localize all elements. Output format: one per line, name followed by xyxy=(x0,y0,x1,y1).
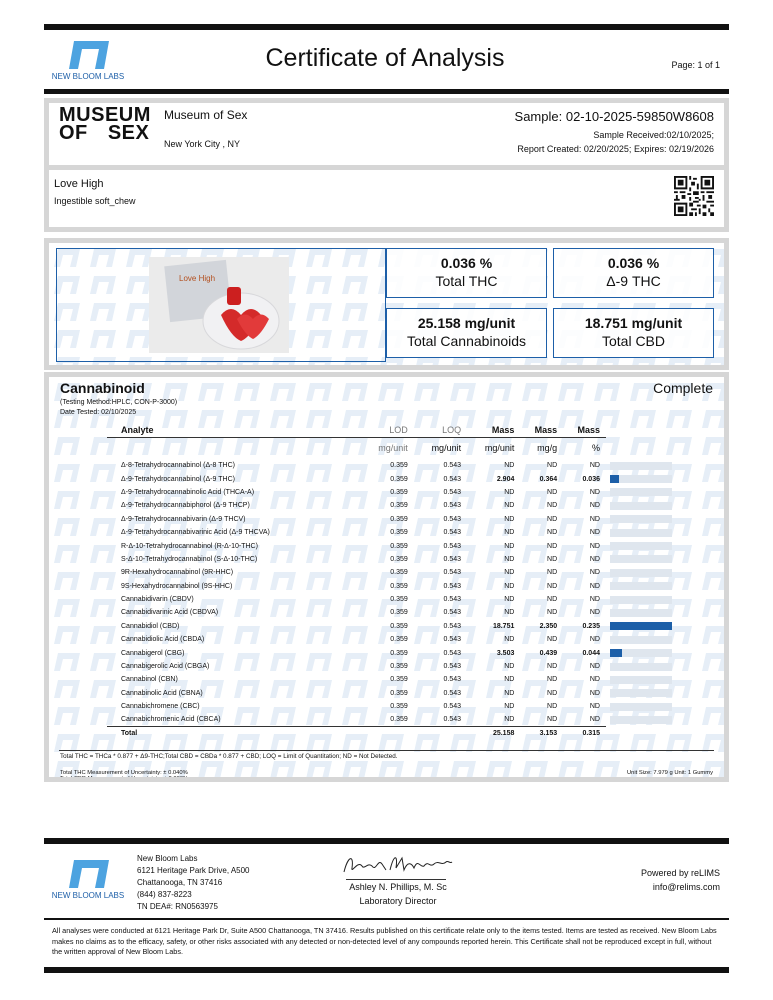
total-cbd-card xyxy=(553,308,714,358)
unit-mass-pct: % xyxy=(591,443,600,454)
unit-loq: mg/unit xyxy=(431,443,462,454)
total-mass-mg-g: 3.153 xyxy=(520,727,563,740)
footer-rule-middle xyxy=(44,918,729,920)
testing-method: (Testing Method:HPLC, CON-P-3000) xyxy=(60,399,178,406)
signer-name: Ashley N. Phillips, M. Sc xyxy=(349,882,447,892)
concentration-bar-track xyxy=(610,488,672,496)
lab-phone: (844) 837-8223 xyxy=(137,890,192,899)
footer-rule-top xyxy=(44,838,729,844)
mass-mg-unit-value: ND xyxy=(504,555,515,563)
lod-value: 0.359 xyxy=(390,529,408,537)
contact-email-link[interactable]: info@relims.com xyxy=(652,882,720,892)
table-row xyxy=(107,713,672,726)
summary-panel xyxy=(44,238,729,370)
lod-value: 0.359 xyxy=(390,555,408,563)
lab-address-line2: Chattanooga, TN 37416 xyxy=(137,878,223,887)
unit-mass-mg-g: mg/g xyxy=(537,443,558,454)
concentration-bar-cell xyxy=(606,633,672,646)
lod-value: 0.359 xyxy=(390,689,408,697)
cannabinoid-table xyxy=(107,424,672,740)
column-header-mass-mg-unit: Mass xyxy=(467,424,520,437)
table-row xyxy=(107,539,672,552)
lod-value: 0.359 xyxy=(390,462,408,470)
analyte-name: Cannabichromene (CBC) xyxy=(121,703,200,711)
lod-value: 0.359 xyxy=(390,502,408,510)
mass-pct-value: ND xyxy=(589,716,600,724)
loq-value: 0.543 xyxy=(443,676,462,684)
concentration-bar-cell xyxy=(606,687,672,700)
column-header-mass-pct: Mass xyxy=(563,424,606,437)
mass-pct-value: ND xyxy=(589,582,600,590)
header-rule xyxy=(44,89,729,94)
lod-value: 0.359 xyxy=(390,676,408,684)
concentration-bar-cell xyxy=(606,566,672,579)
mass-pct-value: 0.235 xyxy=(582,622,600,630)
loq-value: 0.543 xyxy=(443,649,462,657)
mass-mg-g-value: ND xyxy=(547,609,558,617)
concentration-bar-track xyxy=(610,582,672,590)
mass-mg-g-value: ND xyxy=(547,569,558,577)
concentration-bar-track xyxy=(610,663,672,671)
concentration-bar-cell xyxy=(606,673,672,686)
analyte-name: R-Δ-10-Tetrahydrocannabinol (R-Δ-10-THC) xyxy=(121,542,258,550)
concentration-bar-track xyxy=(610,676,672,684)
client-logo xyxy=(59,106,151,142)
total-cannabinoids-label: Total Cannabinoids xyxy=(406,333,527,349)
table-row xyxy=(107,606,672,619)
disclaimer-text: All analyses were conducted at 6121 Heritage Park Dr, Suite A500 Chattanooga, TN 37416. Results published on this certificate relate only to the items tested. Items are tested as received. New Bloom Labs makes no claims as to the efficacy, safety, or other risks associated with any detected or non-detected level of any compounds reported herein. This Certificate shall not be reproduced except in full, without the written approval of New Bloom Labs. xyxy=(52,926,717,956)
product-type: Ingestible soft_chew xyxy=(54,196,136,206)
lod-value: 0.359 xyxy=(390,663,408,671)
mass-pct-value: ND xyxy=(589,676,600,684)
concentration-bar-track xyxy=(610,703,672,711)
delta9-thc-value: 0.036 % xyxy=(607,255,660,271)
concentration-bar-cell xyxy=(606,459,672,472)
concentration-bar-track xyxy=(610,529,672,537)
column-header-loq: LOQ xyxy=(414,424,467,437)
loq-value: 0.543 xyxy=(443,475,462,483)
total-thc-value: 0.036 % xyxy=(440,255,493,271)
thc-uncertainty: Total THC Measurement of Uncertainty: ± 0.040% xyxy=(60,770,188,776)
units-row xyxy=(107,437,672,459)
mass-mg-unit-value: 2.904 xyxy=(496,475,515,483)
mass-pct-value: ND xyxy=(589,703,600,711)
loq-value: 0.543 xyxy=(443,689,462,697)
mass-pct-value: ND xyxy=(589,488,600,496)
client-logo-line2: OF SEX xyxy=(59,122,150,144)
table-row xyxy=(107,580,672,593)
concentration-bar-cell xyxy=(606,553,672,566)
loq-value: 0.543 xyxy=(443,542,462,550)
table-row xyxy=(107,472,672,485)
total-cannabinoids-card xyxy=(386,308,547,358)
analyte-name: Δ-9-Tetrahydrocannabivarinic Acid (Δ-9 THCVA) xyxy=(121,529,270,537)
concentration-bar-track xyxy=(610,502,672,510)
total-cbd-label: Total CBD xyxy=(601,333,666,349)
unit-size: Unit Size: 7.979 g Unit: 1 Gummy xyxy=(626,770,713,776)
mass-mg-g-value: ND xyxy=(547,582,558,590)
concentration-bar-cell xyxy=(606,499,672,512)
sample-id: Sample: 02-10-2025-59850W8608 xyxy=(514,109,714,124)
total-cbd-value: 18.751 mg/unit xyxy=(584,315,683,331)
table-row xyxy=(107,513,672,526)
loq-value: 0.543 xyxy=(443,555,462,563)
column-header-mass-mg-g: Mass xyxy=(520,424,563,437)
concentration-bar-cell xyxy=(606,472,672,485)
concentration-bar-fill xyxy=(610,649,622,657)
concentration-bar-cell xyxy=(606,646,672,659)
document-title: Certificate of Analysis xyxy=(265,44,505,72)
table-row xyxy=(107,700,672,713)
lod-value: 0.359 xyxy=(390,515,408,523)
mass-mg-g-value: ND xyxy=(547,488,558,496)
lab-logo-icon xyxy=(65,39,111,69)
product-panel xyxy=(44,170,729,232)
sample-received: Sample Received:02/10/2025; xyxy=(593,130,714,140)
analyte-name: S-Δ-10-Tetrahydrocannabinol (S-Δ-10-THC) xyxy=(121,555,258,563)
table-row xyxy=(107,459,672,472)
lod-value: 0.359 xyxy=(390,716,408,724)
loq-value: 0.543 xyxy=(443,488,462,496)
total-thc-label: Total THC xyxy=(435,273,498,289)
product-name: Love High xyxy=(54,178,104,190)
lod-value: 0.359 xyxy=(390,703,408,711)
concentration-bar-cell xyxy=(606,486,672,499)
table-row xyxy=(107,646,672,659)
cannabinoid-results-panel xyxy=(44,372,729,782)
mass-pct-value: ND xyxy=(589,542,600,550)
total-cannabinoids-value: 25.158 mg/unit xyxy=(417,315,516,331)
mass-pct-value: 0.036 xyxy=(582,475,600,483)
table-row xyxy=(107,673,672,686)
loq-value: 0.543 xyxy=(443,569,462,577)
total-mass-pct: 0.315 xyxy=(563,727,606,740)
mass-mg-unit-value: ND xyxy=(504,703,515,711)
mass-mg-g-value: 2.350 xyxy=(539,622,558,630)
table-row xyxy=(107,553,672,566)
concentration-bar-cell xyxy=(606,620,672,633)
loq-value: 0.543 xyxy=(443,636,462,644)
concentration-bar-track xyxy=(610,555,672,563)
powered-by: Powered by reLIMS xyxy=(640,868,720,878)
mass-mg-unit-value: ND xyxy=(504,676,515,684)
mass-mg-unit-value: 18.751 xyxy=(492,622,515,630)
concentration-bar-track xyxy=(610,636,672,644)
mass-pct-value: ND xyxy=(589,609,600,617)
concentration-bar-cell xyxy=(606,606,672,619)
analyte-name: Δ-9-Tetrahydrocannabiphorol (Δ-9 THCP) xyxy=(121,502,250,510)
mass-pct-value: ND xyxy=(589,502,600,510)
mass-mg-unit-value: 3.503 xyxy=(496,649,515,657)
analyte-name: Cannabinolic Acid (CBNA) xyxy=(121,689,203,697)
mass-pct-value: ND xyxy=(589,596,600,604)
analyte-name: Cannabigerol (CBG) xyxy=(121,649,185,657)
analyte-name: Δ-9-Tetrahydrocannabinolic Acid (THCA-A) xyxy=(121,488,255,496)
footer-lab-logo xyxy=(50,858,126,900)
table-row xyxy=(107,633,672,646)
loq-value: 0.543 xyxy=(443,622,462,630)
mass-pct-value: ND xyxy=(589,636,600,644)
mass-mg-unit-value: ND xyxy=(504,542,515,550)
concentration-bar-track xyxy=(610,649,672,657)
delta9-thc-card xyxy=(553,248,714,298)
mass-pct-value: ND xyxy=(589,569,600,577)
concentration-bar-fill xyxy=(610,622,672,630)
column-header-lod: LOD xyxy=(360,424,413,437)
mass-mg-g-value: ND xyxy=(547,555,558,563)
mass-pct-value: 0.044 xyxy=(582,649,600,657)
mass-mg-unit-value: ND xyxy=(504,515,515,523)
client-name: Museum of Sex xyxy=(164,108,248,122)
loq-value: 0.543 xyxy=(443,582,462,590)
mass-mg-unit-value: ND xyxy=(504,502,515,510)
mass-mg-unit-value: ND xyxy=(504,689,515,697)
mass-mg-unit-value: ND xyxy=(504,529,515,537)
page-number: Page: 1 of 1 xyxy=(671,60,720,70)
concentration-bar-cell xyxy=(606,713,672,726)
footer-rule-bottom xyxy=(44,967,729,973)
mass-pct-value: ND xyxy=(589,529,600,537)
delta9-thc-label: Δ-9 THC xyxy=(606,273,661,289)
handwritten-signature xyxy=(338,850,458,878)
analyte-name: Cannabigerolic Acid (CBGA) xyxy=(121,663,210,671)
lab-dea-number: TN DEA#: RN0563975 xyxy=(137,902,218,911)
mass-mg-g-value: ND xyxy=(547,502,558,510)
concentration-bar-cell xyxy=(606,660,672,673)
total-thc-card xyxy=(386,248,547,298)
concentration-bar-fill xyxy=(610,475,619,483)
footer-lab-logo-text: NEW BLOOM LABS xyxy=(51,891,125,900)
lod-value: 0.359 xyxy=(390,488,408,496)
concentration-bar-track xyxy=(610,622,672,630)
mass-mg-g-value: 0.364 xyxy=(539,475,558,483)
loq-value: 0.543 xyxy=(443,609,462,617)
table-row xyxy=(107,486,672,499)
signer-title: Laboratory Director xyxy=(359,896,437,906)
loq-value: 0.543 xyxy=(443,462,462,470)
mass-mg-g-value: ND xyxy=(547,676,558,684)
concentration-bar-track xyxy=(610,689,672,697)
mass-mg-unit-value: ND xyxy=(504,488,515,496)
analyte-name: 9R-Hexahydrocannabinol (9R-HHC) xyxy=(121,569,234,577)
loq-value: 0.543 xyxy=(443,502,462,510)
mass-mg-g-value: ND xyxy=(547,663,558,671)
mass-mg-unit-value: ND xyxy=(504,663,515,671)
lod-value: 0.359 xyxy=(390,596,408,604)
loq-value: 0.543 xyxy=(443,716,462,724)
mass-mg-g-value: ND xyxy=(547,596,558,604)
mass-pct-value: ND xyxy=(589,462,600,470)
footer-lab-logo-icon xyxy=(65,858,111,888)
lod-value: 0.359 xyxy=(390,475,408,483)
total-label: Total xyxy=(107,727,360,740)
lod-value: 0.359 xyxy=(390,649,408,657)
concentration-bar-cell xyxy=(606,700,672,713)
loq-value: 0.543 xyxy=(443,596,462,604)
concentration-bar-cell xyxy=(606,513,672,526)
column-header-analyte: Analyte xyxy=(107,424,360,437)
concentration-bar-cell xyxy=(606,580,672,593)
section-title: Cannabinoid xyxy=(60,380,145,396)
lod-value: 0.359 xyxy=(390,582,408,590)
mass-mg-g-value: ND xyxy=(547,716,558,724)
product-photo-frame xyxy=(56,248,386,362)
lab-logo xyxy=(52,39,124,81)
mass-mg-g-value: ND xyxy=(547,529,558,537)
analyte-name: Cannabidivarin (CBDV) xyxy=(121,596,194,604)
table-row xyxy=(107,566,672,579)
total-row xyxy=(107,727,672,740)
loq-value: 0.543 xyxy=(443,515,462,523)
lab-logo-text: NEW BLOOM LABS xyxy=(51,72,125,81)
mass-mg-unit-value: ND xyxy=(504,636,515,644)
analyte-name: Cannabinol (CBN) xyxy=(121,676,178,684)
loq-value: 0.543 xyxy=(443,529,462,537)
column-header-bar xyxy=(606,424,672,437)
mass-mg-unit-value: ND xyxy=(504,462,515,470)
mass-mg-unit-value: ND xyxy=(504,609,515,617)
concentration-bar-track xyxy=(610,569,672,577)
table-row xyxy=(107,593,672,606)
mass-mg-g-value: ND xyxy=(547,515,558,523)
mass-mg-unit-value: ND xyxy=(504,596,515,604)
lod-value: 0.359 xyxy=(390,622,408,630)
analyte-name: Cannabichromenic Acid (CBCA) xyxy=(121,716,221,724)
client-panel xyxy=(44,98,729,170)
product-photo-label: Love High xyxy=(179,274,216,283)
concentration-bar-track xyxy=(610,542,672,550)
table-row xyxy=(107,660,672,673)
mass-mg-unit-value: ND xyxy=(504,716,515,724)
mass-pct-value: ND xyxy=(589,515,600,523)
signature-line xyxy=(346,879,446,880)
client-logo-line1: MUSEUM xyxy=(59,104,151,126)
concentration-bar-track xyxy=(610,462,672,470)
analyte-name: Δ-9-Tetrahydrocannabinol (Δ-9 THC) xyxy=(121,475,236,483)
calculation-footnote: Total THC = THCa * 0.877 + Δ9-THC;Total CBD = CBDa * 0.877 + CBD; LOQ = Limit of Quantitation; ND = Not Detected. xyxy=(60,753,398,760)
footnote-divider xyxy=(59,750,714,751)
table-row xyxy=(107,620,672,633)
mass-mg-g-value: ND xyxy=(547,542,558,550)
analyte-name: 9S-Hexahydrocannabinol (9S-HHC) xyxy=(121,582,233,590)
loq-value: 0.543 xyxy=(443,703,462,711)
loq-value: 0.543 xyxy=(443,663,462,671)
lab-contact-info xyxy=(137,853,250,913)
analyte-name: Δ-9-Tetrahydrocannabivarin (Δ-9 THCV) xyxy=(121,515,246,523)
concentration-bar-track xyxy=(610,609,672,617)
concentration-bar-track xyxy=(610,596,672,604)
lod-value: 0.359 xyxy=(390,569,408,577)
client-city: New York City , NY xyxy=(164,139,241,149)
top-rule xyxy=(44,24,729,30)
concentration-bar-cell xyxy=(606,593,672,606)
analyte-name: Cannabidivarinic Acid (CBDVA) xyxy=(121,609,219,617)
qr-code-icon[interactable] xyxy=(674,176,714,216)
product-photo xyxy=(149,257,289,353)
report-dates: Report Created: 02/20/2025; Expires: 02/19/2026 xyxy=(517,144,714,154)
lab-address-line1: 6121 Heritage Park Drive, A500 xyxy=(137,866,250,875)
table-row xyxy=(107,499,672,512)
mass-mg-g-value: ND xyxy=(547,462,558,470)
mass-pct-value: ND xyxy=(589,689,600,697)
mass-pct-value: ND xyxy=(589,663,600,671)
date-tested: Date Tested: 02/10/2025 xyxy=(60,409,137,416)
table-row xyxy=(107,687,672,700)
analyte-name: Δ-8-Tetrahydrocannabinol (Δ-8 THC) xyxy=(121,462,236,470)
lab-name: New Bloom Labs xyxy=(137,854,198,863)
mass-mg-g-value: ND xyxy=(547,636,558,644)
cbd-uncertainty: Total CBD Measurement of Uncertainty: ± 2.000% xyxy=(60,776,189,782)
lod-value: 0.359 xyxy=(390,609,408,617)
concentration-bar-cell xyxy=(606,539,672,552)
total-mass-mg-unit: 25.158 xyxy=(467,727,520,740)
concentration-bar-cell xyxy=(606,526,672,539)
unit-mass-mg-unit: mg/unit xyxy=(484,443,515,454)
concentration-bar-track xyxy=(610,475,672,483)
analyte-name: Cannabidiolic Acid (CBDA) xyxy=(121,636,205,644)
status-label: Complete xyxy=(653,380,713,396)
unit-lod: mg/unit xyxy=(378,443,408,454)
concentration-bar-track xyxy=(610,716,672,724)
mass-mg-unit-value: ND xyxy=(504,582,515,590)
mass-mg-g-value: 0.439 xyxy=(539,649,558,657)
table-header-row xyxy=(107,424,672,437)
lod-value: 0.359 xyxy=(390,542,408,550)
concentration-bar-track xyxy=(610,515,672,523)
mass-pct-value: ND xyxy=(589,555,600,563)
table-row xyxy=(107,526,672,539)
lod-value: 0.359 xyxy=(390,636,408,644)
mass-mg-g-value: ND xyxy=(547,703,558,711)
analyte-name: Cannabidiol (CBD) xyxy=(121,622,180,630)
mass-mg-g-value: ND xyxy=(547,689,558,697)
mass-mg-unit-value: ND xyxy=(504,569,515,577)
